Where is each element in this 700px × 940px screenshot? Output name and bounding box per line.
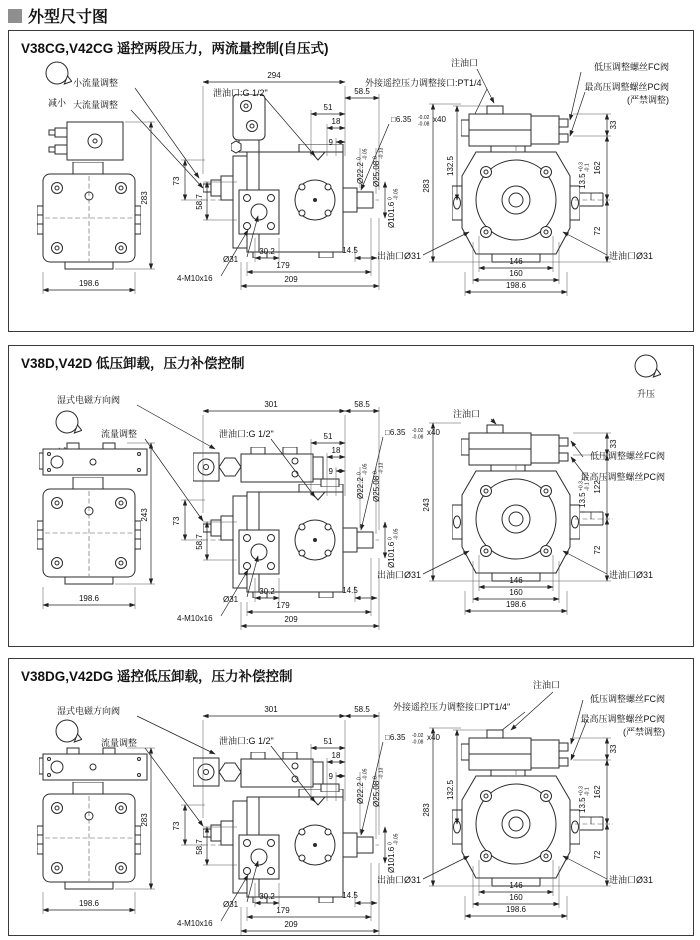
dim-145 [342,891,377,907]
dim-shaft-d2508 [372,462,385,534]
svg-text:□6.35: □6.35 [385,733,406,742]
svg-text:+0.3: +0.3 [578,162,585,172]
svg-text:-0.02: -0.02 [412,733,424,739]
svg-text:-0.13: -0.13 [378,767,385,779]
svg-text:160: 160 [509,893,523,902]
svg-text:4-M10x16: 4-M10x16 [177,919,213,928]
svg-text:72: 72 [593,545,602,555]
svg-text:179: 179 [276,906,290,915]
svg-text:小流量调整: 小流量调整 [73,78,119,88]
svg-text:18: 18 [331,751,341,760]
svg-text:198.6: 198.6 [505,281,527,290]
svg-text:进油口Ø31: 进油口Ø31 [609,570,654,580]
svg-text:+0.3: +0.3 [578,481,585,491]
svg-text:14.5: 14.5 [342,891,358,900]
svg-text:泄油口:G 1/2": 泄油口:G 1/2" [213,88,268,98]
svg-text:30.2: 30.2 [259,587,275,596]
svg-text:301: 301 [264,400,278,409]
left-view-body [37,162,141,269]
panel-3-title: V38DG,V42DG 遥控低压卸载，压力补偿控制 [21,665,297,685]
svg-text:243: 243 [140,508,149,522]
svg-text:-0.02: -0.02 [418,115,430,121]
svg-text:外接遥控压力调整接口PT1/4": 外接遥控压力调整接口PT1/4" [393,702,511,712]
svg-text:283: 283 [140,191,149,205]
svg-text:0: 0 [356,157,363,160]
svg-text:+0.3: +0.3 [578,786,585,796]
svg-text:283: 283 [422,179,431,193]
svg-text:72: 72 [593,850,602,860]
svg-text:出油口Ø31: 出油口Ø31 [376,875,421,885]
label-inlet [563,551,653,580]
svg-text:58.7: 58.7 [195,839,204,855]
svg-text:30.2: 30.2 [259,892,275,901]
header-bullet-square [8,9,22,23]
svg-text:0: 0 [372,471,379,474]
svg-text:流量调整: 流量调整 [101,738,138,748]
svg-text:-0.05: -0.05 [393,188,400,200]
svg-text:51: 51 [323,432,333,441]
panel-2-title: V38D,V42D 低压卸载，压力补偿控制 [21,352,249,372]
svg-text:低压调整螺丝FC阀: 低压调整螺丝FC阀 [590,694,665,704]
svg-text:泄油口:G 1/2": 泄油口:G 1/2" [219,429,274,439]
dim-145 [342,246,377,262]
left-view-adjuster [49,122,123,160]
dim-73 [172,805,205,845]
dim-pilot-d1016 [385,182,400,228]
label-pc-screw [570,81,669,136]
svg-text:Ø25.08: Ø25.08 [372,160,381,187]
svg-text:x40: x40 [427,428,440,437]
svg-text:大流量调整: 大流量调整 [73,100,119,110]
svg-text:9: 9 [328,467,333,476]
label-inlet [563,856,653,885]
svg-text:18: 18 [331,117,341,126]
rotation-arrow-icon [635,355,661,377]
dim-122 [593,455,607,519]
svg-text:30.2: 30.2 [259,247,275,256]
svg-text:283: 283 [422,803,431,817]
rotation-arrow-icon [56,411,82,433]
svg-text:Ø101.6: Ø101.6 [387,846,396,873]
svg-text:注油口: 注油口 [453,409,481,419]
panel-1-title: V38CG,V42CG 遥控两段压力，两流量控制(自压式) [21,37,333,57]
rotation-arrow-icon [46,62,72,84]
page-header [8,4,108,27]
svg-text:198.6: 198.6 [78,594,100,603]
svg-text:进油口Ø31: 进油口Ø31 [609,251,654,261]
dim-left-width [43,272,135,294]
svg-text:0: 0 [372,776,379,779]
svg-text:58.7: 58.7 [195,534,204,550]
svg-text:Ø31: Ø31 [223,900,239,909]
svg-text:301: 301 [264,705,278,714]
svg-text:33: 33 [609,439,618,449]
svg-text:51: 51 [323,103,333,112]
dim-shaft-d2508 [372,767,385,839]
svg-text:最高压调整螺丝PC阀: 最高压调整螺丝PC阀 [580,472,665,482]
dim-162 [593,760,607,824]
svg-text:Ø25.08: Ø25.08 [372,780,381,807]
dim-162 [593,136,607,200]
svg-text:209: 209 [284,275,298,284]
center-side-view [203,144,379,258]
svg-text:73: 73 [172,821,181,831]
svg-text:283: 283 [140,813,149,827]
rotary-increase [635,355,661,399]
svg-text:最高压调整螺丝PC阀: 最高压调整螺丝PC阀 [584,82,669,92]
svg-text:198.6: 198.6 [505,905,527,914]
svg-text:-0.13: -0.13 [378,462,385,474]
right-view-body [452,465,580,581]
svg-text:-0.08: -0.08 [412,434,424,441]
svg-text:□6.35: □6.35 [391,115,412,124]
svg-text:-0.05: -0.05 [362,148,369,160]
svg-text:160: 160 [509,269,523,278]
pilot-bracket [231,94,265,153]
dim-shaft-d222 [356,463,369,528]
svg-text:-0.05: -0.05 [362,463,369,475]
label-inlet [563,232,653,261]
svg-text:146: 146 [509,881,523,890]
svg-text:泄油口:G 1/2": 泄油口:G 1/2" [219,736,274,746]
svg-text:x40: x40 [427,733,440,742]
dim-shaft-d222 [356,768,369,833]
svg-text:58.5: 58.5 [354,87,370,96]
svg-text:进油口Ø31: 进油口Ø31 [609,875,654,885]
right-view-body [452,770,580,886]
svg-text:-0.1: -0.1 [584,787,591,796]
page-title: 外型尺寸图 [28,9,109,26]
svg-text:209: 209 [284,615,298,624]
dim-33 [573,738,618,760]
svg-text:Ø25.08: Ø25.08 [372,475,381,502]
panel-3-drawing [9,659,693,935]
svg-text:0: 0 [356,777,363,780]
left-view-body [37,782,141,889]
svg-text:-0.05: -0.05 [393,528,400,540]
svg-text:-0.08: -0.08 [418,121,430,128]
label-outlet [377,232,469,261]
svg-text:73: 73 [172,516,181,526]
right-view-valve [461,106,568,154]
dim-73 [172,160,205,200]
dim-pilot-d1016 [385,827,400,873]
svg-text:□6.35: □6.35 [385,428,406,437]
dim-33 [573,114,618,136]
svg-text:出油口Ø31: 出油口Ø31 [376,251,421,261]
svg-text:低压调整螺丝FC阀: 低压调整螺丝FC阀 [590,451,665,461]
center-side-view [203,484,379,598]
right-view-body [452,146,580,262]
svg-text:外接遥控压力调整接口:PT1/4: 外接遥控压力调整接口:PT1/4 [365,78,482,88]
svg-text:9: 9 [328,772,333,781]
svg-text:198.6: 198.6 [78,899,100,908]
dim-73 [172,500,205,540]
svg-text:Ø22.2: Ø22.2 [356,162,365,184]
rotary-decrease [46,62,72,108]
left-view-solenoid [39,443,147,475]
panel-v38cg [8,30,694,332]
svg-text:14.5: 14.5 [342,586,358,595]
svg-text:Ø31: Ø31 [223,595,239,604]
rotary-label: 减小 [47,98,67,108]
svg-text:243: 243 [422,498,431,512]
svg-text:179: 179 [276,261,290,270]
svg-text:160: 160 [509,588,523,597]
svg-text:-0.1: -0.1 [584,482,591,491]
svg-text:低压调整螺丝FC阀: 低压调整螺丝FC阀 [594,62,669,72]
svg-text:-0.05: -0.05 [393,833,400,845]
svg-text:升压: 升压 [636,389,656,399]
svg-text:33: 33 [609,744,618,754]
svg-text:0: 0 [387,537,394,540]
svg-text:72: 72 [593,226,602,236]
panel-2-drawing [9,346,693,646]
svg-text:0: 0 [372,156,379,159]
dim-pilot-d1016 [385,522,400,568]
dim-shaft-d2508 [372,147,385,194]
svg-text:9: 9 [328,138,333,147]
label-filler-port [511,679,560,730]
svg-text:132.5: 132.5 [446,155,455,177]
label-filler-port [453,408,496,424]
left-view-body [37,477,141,584]
solenoid-top [193,447,339,487]
svg-text:13.5: 13.5 [578,492,587,508]
label-no-adjust: (严禁调整) [623,727,665,737]
svg-text:13.5: 13.5 [578,797,587,813]
right-view-valve [461,730,568,778]
right-view-valve [461,425,568,473]
svg-text:-0.13: -0.13 [378,147,385,159]
svg-text:流量调整: 流量调整 [101,429,138,439]
svg-text:122: 122 [593,480,602,494]
label-no-adjust: (严禁调整) [627,95,669,105]
dim-145 [342,586,377,602]
svg-text:146: 146 [509,257,523,266]
svg-text:58.7: 58.7 [195,194,204,210]
svg-text:Ø22.2: Ø22.2 [356,477,365,499]
svg-text:4-M10x16: 4-M10x16 [177,274,213,283]
svg-text:179: 179 [276,601,290,610]
svg-text:湿式电磁方向阀: 湿式电磁方向阀 [57,395,121,405]
svg-text:209: 209 [284,920,298,929]
svg-text:58.5: 58.5 [354,705,370,714]
svg-text:33: 33 [609,120,618,130]
left-view-solenoid [39,748,147,780]
svg-text:-0.1: -0.1 [584,163,591,172]
label-fc-screw [571,441,665,461]
svg-text:73: 73 [172,176,181,186]
svg-text:Ø101.6: Ø101.6 [387,541,396,568]
svg-text:18: 18 [331,446,341,455]
svg-text:0: 0 [387,197,394,200]
svg-text:Ø31: Ø31 [223,255,239,264]
svg-text:4-M10x16: 4-M10x16 [177,614,213,623]
svg-text:162: 162 [593,785,602,799]
svg-text:注油口: 注油口 [533,680,561,690]
svg-text:湿式电磁方向阀: 湿式电磁方向阀 [57,706,121,716]
panel-v38d [8,345,694,647]
dim-left-width [43,587,135,609]
svg-text:58.5: 58.5 [354,400,370,409]
center-side-view [203,789,379,903]
svg-text:162: 162 [593,161,602,175]
svg-text:注油口: 注油口 [451,58,479,68]
svg-text:146: 146 [509,576,523,585]
svg-text:Ø101.6: Ø101.6 [387,201,396,228]
dim-shaft-d222 [356,148,369,188]
dim-left-width [43,892,135,914]
svg-text:-0.02: -0.02 [412,428,424,434]
svg-text:198.6: 198.6 [78,279,100,288]
svg-text:13.5: 13.5 [578,173,587,189]
rotation-arrow-icon [56,720,82,742]
svg-text:51: 51 [323,737,333,746]
svg-text:出油口Ø31: 出油口Ø31 [376,570,421,580]
svg-text:294: 294 [267,71,281,80]
svg-text:x40: x40 [433,115,446,124]
svg-text:132.5: 132.5 [446,779,455,801]
svg-text:最高压调整螺丝PC阀: 最高压调整螺丝PC阀 [580,714,665,724]
label-solenoid [57,394,215,449]
svg-text:0: 0 [387,842,394,845]
svg-text:14.5: 14.5 [342,246,358,255]
svg-text:-0.08: -0.08 [412,739,424,746]
svg-text:-0.05: -0.05 [362,768,369,780]
panel-1-drawing [9,31,693,331]
svg-text:198.6: 198.6 [505,600,527,609]
svg-text:Ø22.2: Ø22.2 [356,782,365,804]
panel-v38dg [8,658,694,936]
solenoid-top [193,752,339,792]
svg-text:0: 0 [356,472,363,475]
